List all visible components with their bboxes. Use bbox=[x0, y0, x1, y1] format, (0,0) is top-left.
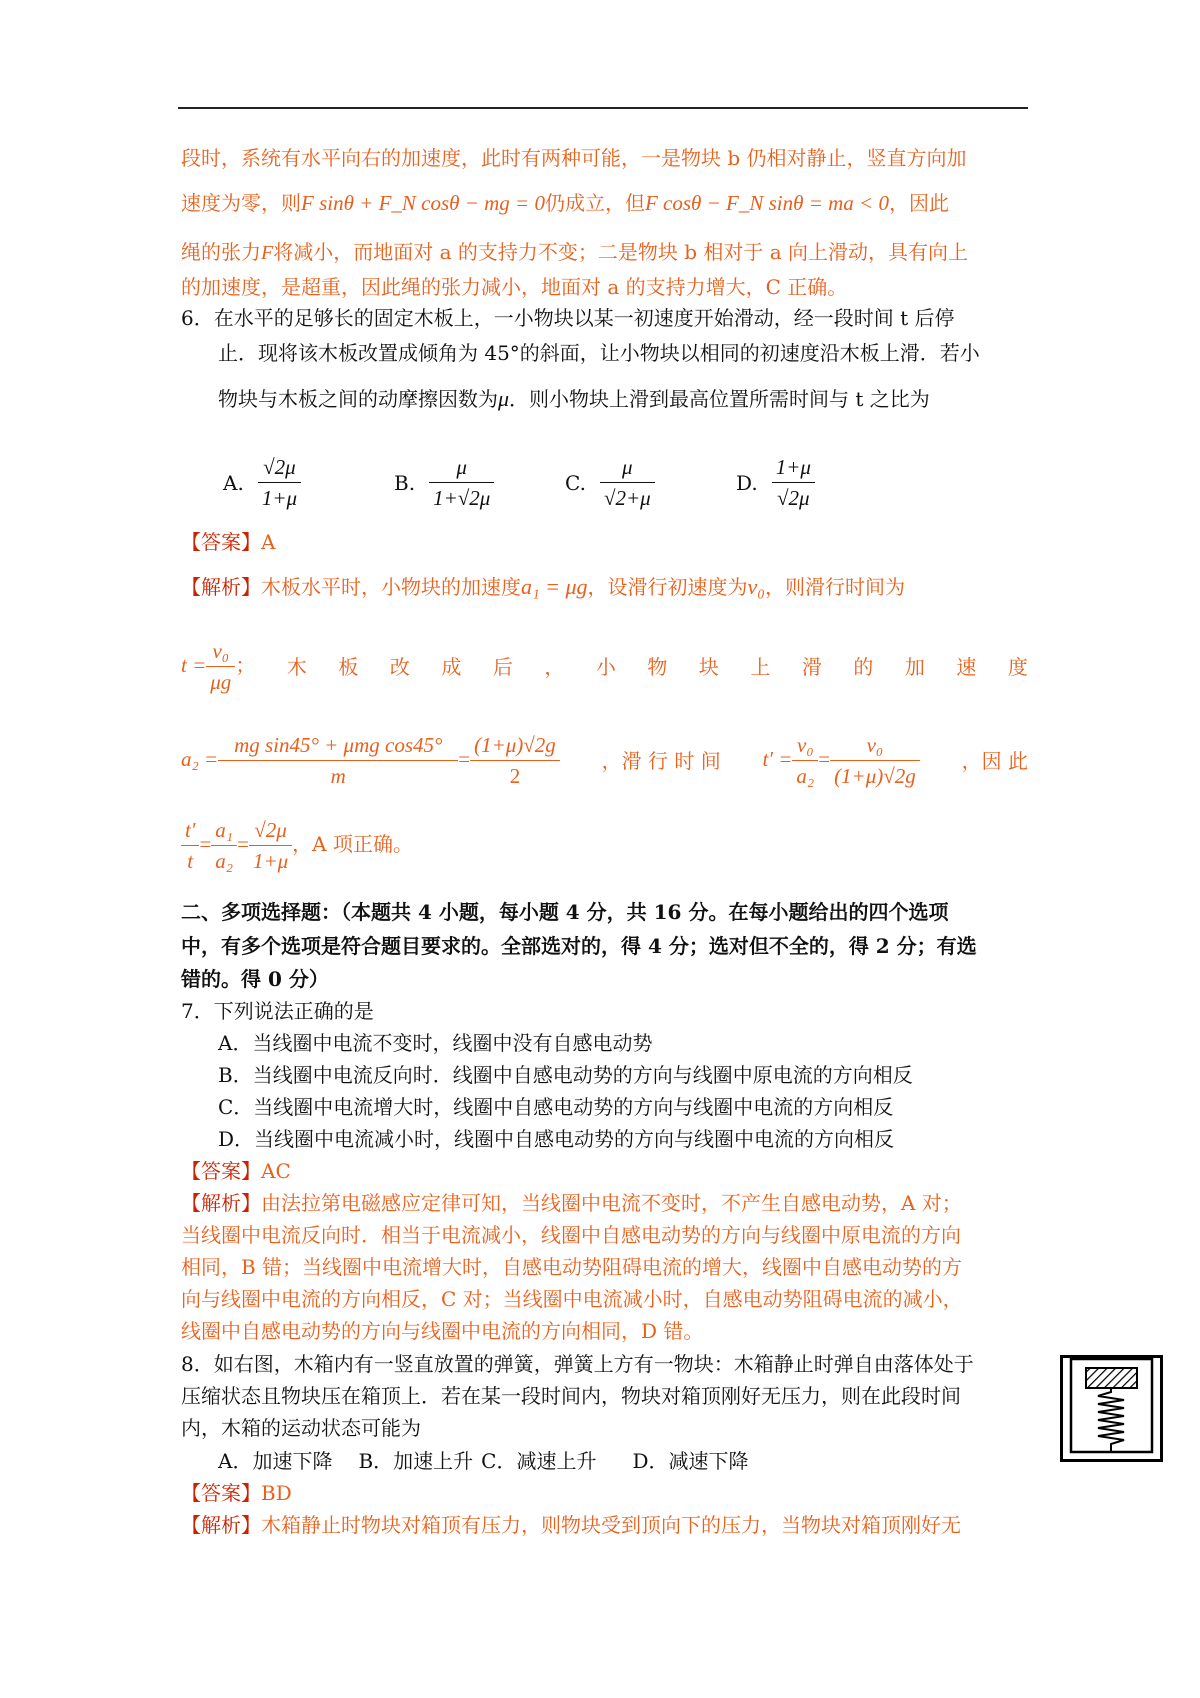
analysis-label: 【解析】 bbox=[181, 1513, 261, 1537]
analysis-line: 速度为零，则F sinθ + F_N cosθ − mg = 0仍成立，但F cosθ − F_N sinθ = ma < 0，因此 bbox=[181, 191, 949, 215]
answer-value: BD bbox=[261, 1481, 292, 1505]
option-a: A．当线圈中电流不变时，线圈中没有自感电动势 bbox=[218, 1031, 653, 1055]
section-heading: 错的。得 0 分） bbox=[181, 967, 329, 991]
analysis-line: 线圈中自感电动势的方向与线圈中电流的方向相同，D 错。 bbox=[181, 1319, 704, 1343]
option-b: B．当线圈中电流反向时．线圈中自感电动势的方向与线圈中原电流的方向相反 bbox=[218, 1063, 913, 1087]
option-b: B. $\frac{\mu}{1+√2\mu}$ bbox=[394, 452, 494, 513]
option-c: C．当线圈中电流增大时，线圈中自感电动势的方向与线圈中电流的方向相反 bbox=[218, 1095, 894, 1119]
option-c: C. $\frac{\mu}{√2+\mu}$ bbox=[565, 452, 655, 513]
question-8-stem: 内，木箱的运动状态可能为 bbox=[181, 1416, 421, 1440]
analysis-line: 相同，B 错；当线圈中电流增大时，自感电动势阻碍电流的增大，线圈中自感电动势的方 bbox=[181, 1255, 963, 1279]
answer-line bbox=[181, 1157, 291, 1185]
analysis-line: t = $\frac{\text{v₀}}{\mu g}$ ； 木 板 改 成 后 ， 小 物 块 上 滑 的 加 速 度 bbox=[181, 636, 1028, 697]
question-7-stem: 7．下列说法正确的是 bbox=[181, 999, 374, 1023]
block bbox=[1086, 1368, 1137, 1388]
analysis-line: 【解析】木板水平时，小物块的加速度a₁ = μg，设滑行初速度为v₀，则滑行时间为 bbox=[181, 574, 905, 599]
option-d: D．当线圈中电流减小时，线圈中自感电动势的方向与线圈中电流的方向相反 bbox=[218, 1127, 895, 1151]
answer-label: 【答案】 bbox=[181, 1159, 261, 1183]
analysis-line: 当线圈中电流反向时．相当于电流减小，线圈中自感电动势的方向与线圈中原电流的方向 bbox=[181, 1223, 961, 1247]
answer-label: 【答案】 bbox=[181, 530, 261, 554]
analysis-line: 【解析】由法拉第电磁感应定律可知，当线圈中电流不变时，不产生自感电动势，A 对； bbox=[181, 1191, 962, 1215]
analysis-line: 的加速度，是超重，因此绳的张力减小，地面对 a 的支持力增大，C 正确。 bbox=[181, 275, 848, 299]
question-6-stem: 止．现将该木板改置成倾角为 45°的斜面，让小物块以相同的初速度沿木板上滑．若小 bbox=[218, 341, 980, 365]
option-d: D．减速下降 bbox=[632, 1449, 749, 1473]
option-c: C．减速上升 bbox=[481, 1449, 597, 1473]
option-a: A. $\frac{√2\mu}{1+\mu}$ bbox=[223, 452, 301, 513]
answer-value: AC bbox=[261, 1159, 291, 1183]
option-b: B．加速上升 bbox=[358, 1449, 474, 1473]
analysis-line: a₂ = $\frac{\text{mg sin45° + μmg cos45°}}{m}$ = $\frac{(1+\mu)√2g}{2}$ ，滑 行 时 间 t′ = $\frac{\text{v₀}}{\text{a₂}}$ = $\frac{\text{v₀}}{(1+\mu)√2g}$ ，因 此 bbox=[181, 730, 1028, 791]
question-8-stem: 8．如右图，木箱内有一竖直放置的弹簧，弹簧上方有一物块：木箱静止时弹自由落体处于 bbox=[181, 1352, 974, 1376]
answer-label: 【答案】 bbox=[181, 1481, 261, 1505]
analysis-label: 【解析】 bbox=[181, 1191, 261, 1215]
option-a: A．加速下降 bbox=[218, 1449, 333, 1473]
question-6-stem: 物块与木板之间的动摩擦因数为μ．则小物块上滑到最高位置所需时间与 t 之比为 bbox=[218, 386, 930, 411]
question-6-stem: 6．在水平的足够长的固定木板上，一小物块以某一初速度开始滑动，经一段时间 t 后停 bbox=[181, 306, 955, 330]
options-row bbox=[218, 1447, 749, 1475]
answer-value: A bbox=[261, 530, 276, 554]
box-spring-figure bbox=[1060, 1355, 1163, 1462]
question-8-stem: 压缩状态且物块压在箱顶上．若在某一段时间内，物块对箱顶刚好无压力，则在此段时间 bbox=[181, 1384, 961, 1408]
analysis-line: $\frac{t'}{t}$ = $\frac{\text{a₁}}{\text{a₂}}$ = $\frac{√2\mu}{1+\mu}$ ，A 项正确。 bbox=[181, 815, 413, 876]
analysis-line: 段时，系统有水平向右的加速度，此时有两种可能，一是物块 b 仍相对静止，竖直方向加 bbox=[181, 146, 967, 170]
section-heading: 中，有多个选项是符合题目要求的。全部选对的，得 4 分；选对但不全的，得 2 分；有选 bbox=[181, 934, 977, 958]
header-rule bbox=[178, 107, 1028, 109]
section-heading: 二、多项选择题：（本题共 4 小题，每小题 4 分，共 16 分。在每小题给出的四个选项 bbox=[181, 900, 949, 924]
analysis-line: 绳的张力F将减小，而地面对 a 的支持力不变；二是物块 b 相对于 a 向上滑动，具有向上 bbox=[181, 240, 969, 264]
answer-line bbox=[181, 528, 275, 556]
analysis-line: 【解析】木箱静止时物块对箱顶有压力，则物块受到顶向下的压力，当物块对箱顶刚好无 bbox=[181, 1513, 961, 1537]
option-d: D. $\frac{1+\mu}{√2\mu}$ bbox=[736, 452, 815, 513]
analysis-label: 【解析】 bbox=[181, 575, 261, 599]
answer-line bbox=[181, 1479, 292, 1507]
analysis-line: 向与线圈中电流的方向相反，C 对；当线圈中电流减小时，自感电动势阻碍电流的减小， bbox=[181, 1287, 963, 1311]
